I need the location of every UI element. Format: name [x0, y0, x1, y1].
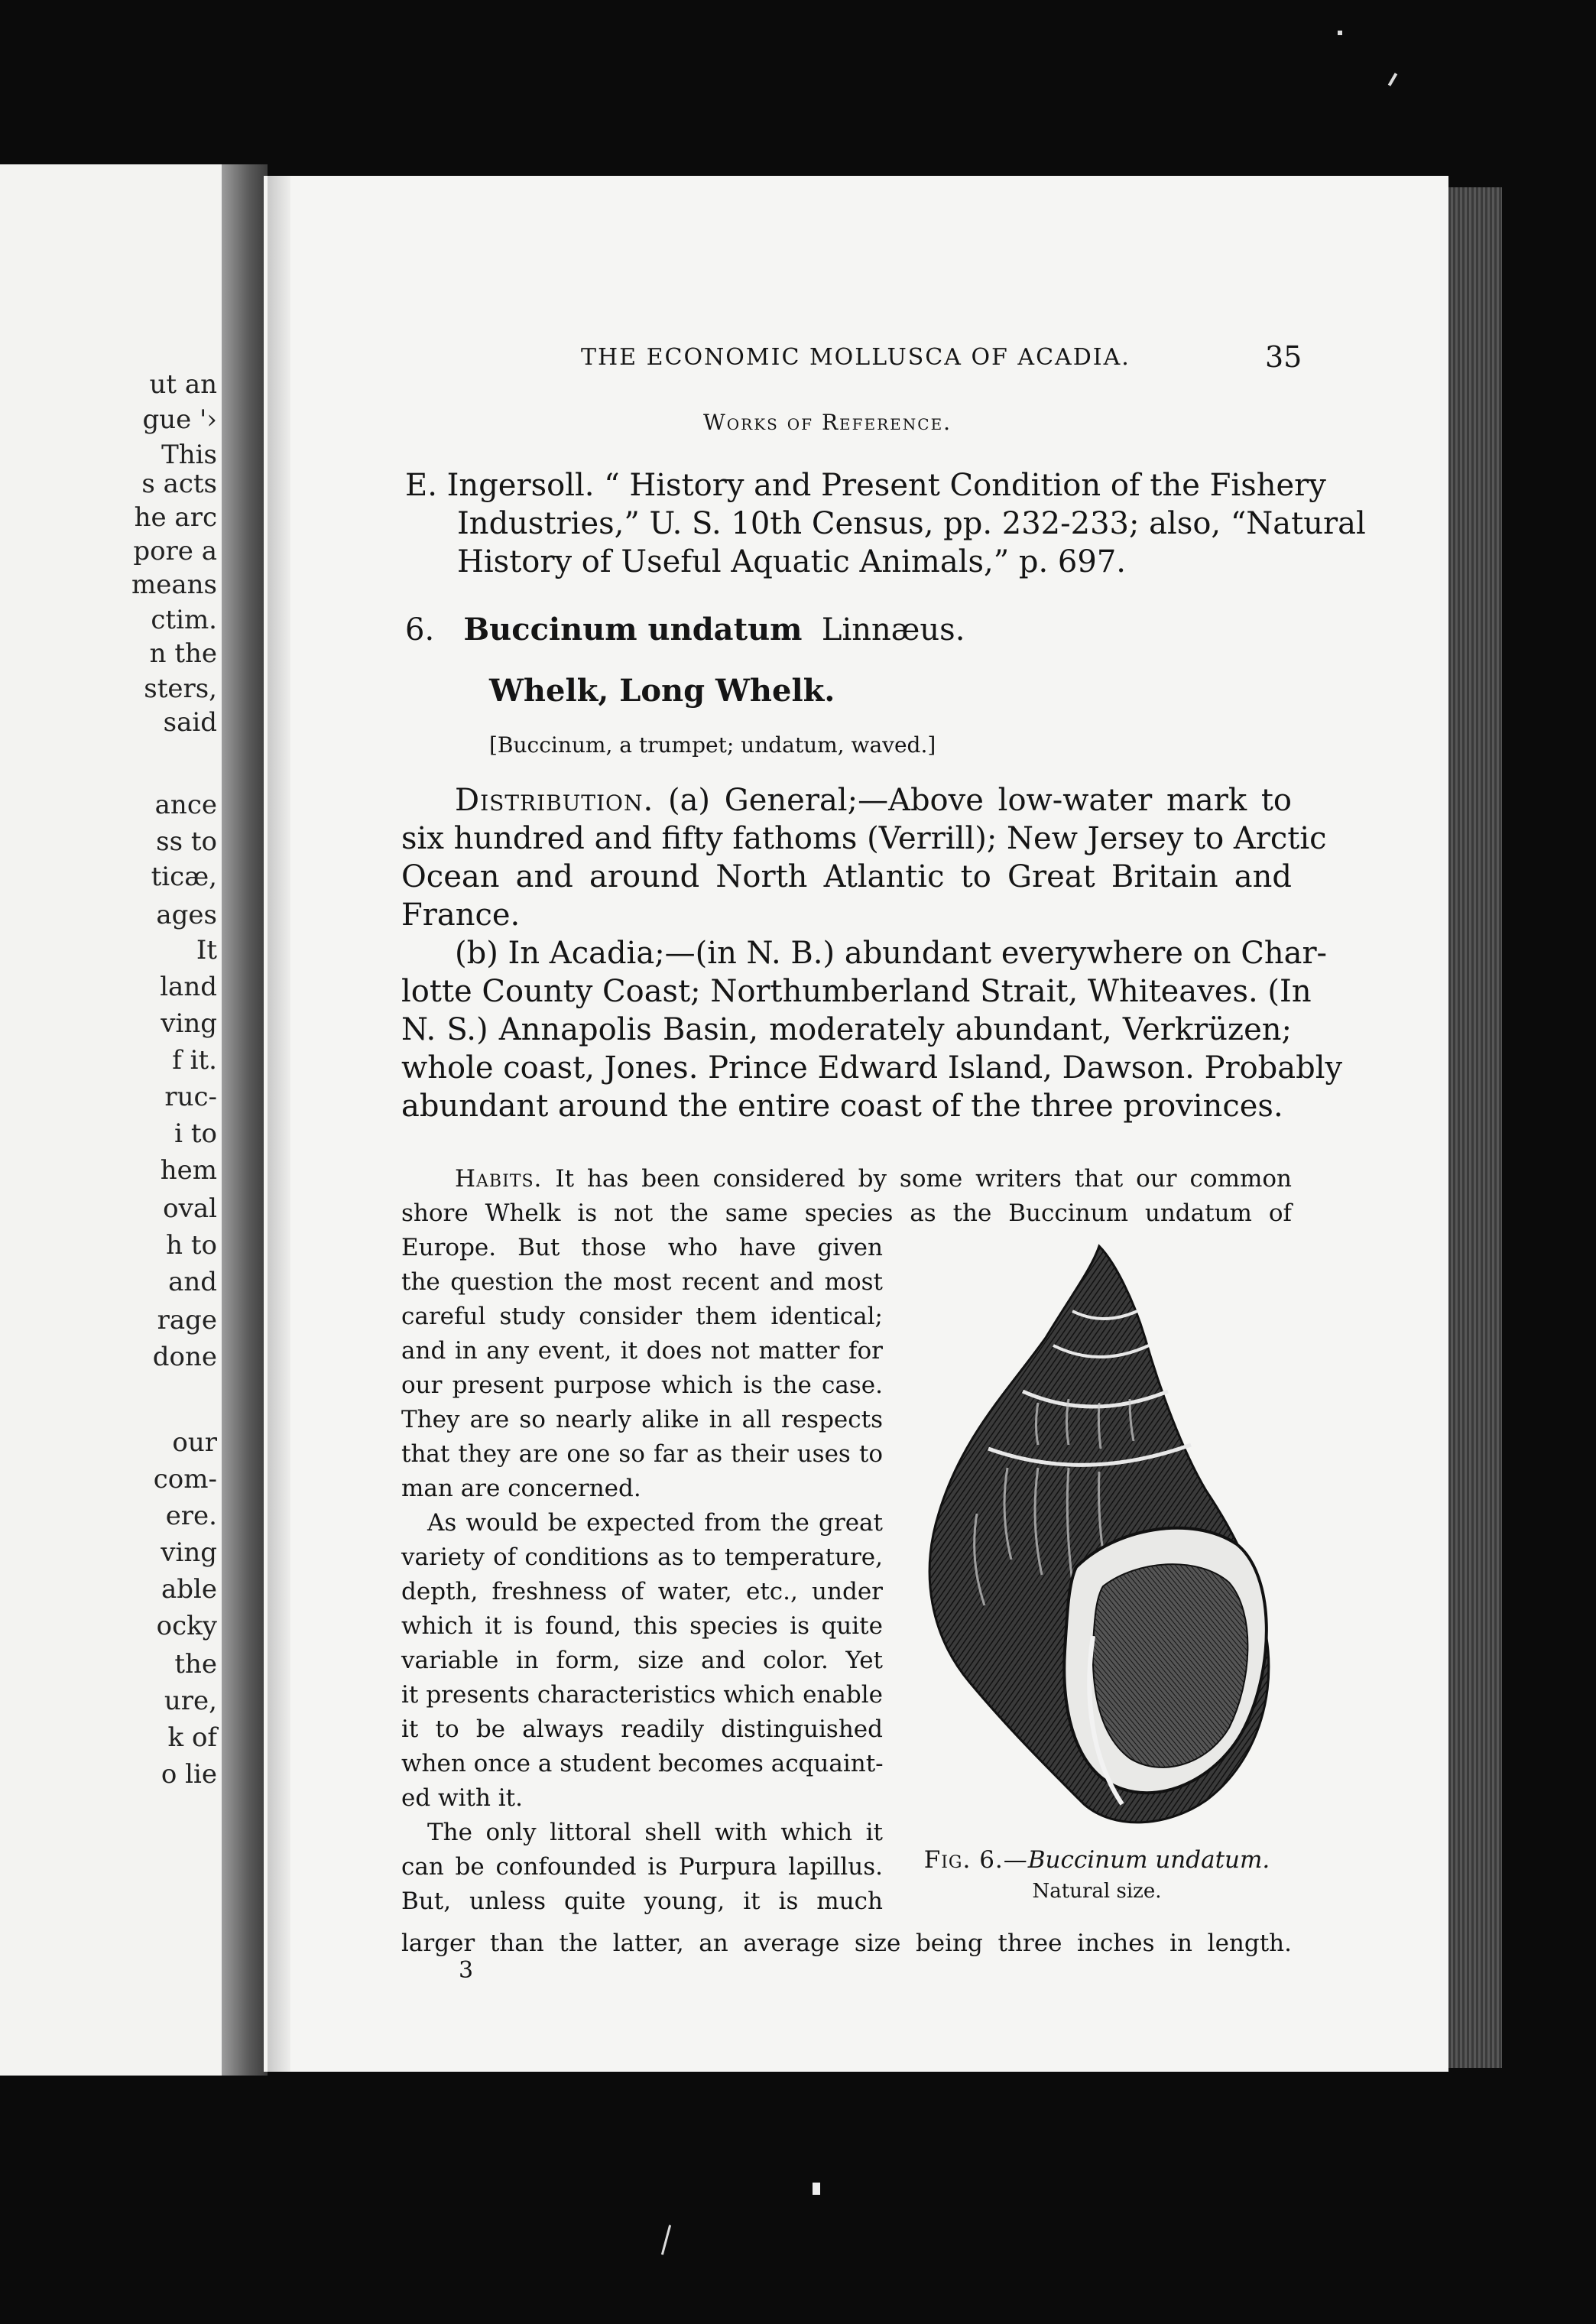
habits-line: The only littoral shell with which it	[427, 1819, 883, 1846]
left-page-text-fragment: he arc	[134, 502, 217, 533]
page-edges	[1448, 187, 1502, 2068]
left-page-text-fragment: and	[168, 1267, 217, 1297]
distribution-line: France.	[401, 897, 521, 933]
left-page-text-fragment: k of	[167, 1722, 217, 1753]
scan-speck	[661, 2225, 671, 2254]
scan-speck	[1388, 73, 1397, 86]
scan-speck	[1338, 31, 1342, 35]
left-page-text-fragment: n the	[149, 638, 217, 669]
left-page-text-fragment: f it.	[172, 1045, 217, 1076]
distribution-section	[401, 781, 1343, 1125]
left-page-text-fragment: land	[160, 972, 217, 1002]
whelk-shell-illustration	[916, 1238, 1283, 1835]
figure-scale-note: Natural size.	[1032, 1880, 1162, 1903]
distribution-line	[401, 781, 1292, 820]
left-page-text-fragment: This	[161, 440, 217, 470]
left-page-text-fragment: means	[131, 570, 217, 600]
distribution-line: abundant around the entire coast of the three provinces.	[401, 1089, 1283, 1124]
habits-line: it to be always readily distinguished	[401, 1715, 883, 1743]
left-page-text-fragment: oval	[163, 1193, 217, 1224]
left-page-text-fragment: hem	[160, 1155, 217, 1186]
habits-line: But, unless quite young, it is much	[401, 1887, 883, 1915]
left-page-text-fragment: gue '›	[142, 404, 217, 435]
distribution-line: Ocean and around North Atlantic to Great Britain and	[401, 859, 1292, 894]
habits-line: larger than the latter, an average size being three inches in length.	[401, 1930, 1292, 1957]
left-page-text-fragment: o lie	[161, 1759, 217, 1790]
left-page-text-fragment: ruc-	[164, 1082, 217, 1112]
left-page-text-fragment: our	[172, 1427, 217, 1458]
habits-line: As would be expected from the great	[427, 1509, 883, 1537]
works-of-reference-heading: Works of Reference.	[703, 410, 952, 435]
signature-mark: 3	[459, 1957, 474, 1984]
habits-line: careful study consider them identical;	[401, 1303, 883, 1330]
distribution-general-text: (a) General;—Above low-water mark to	[667, 783, 1293, 818]
left-page-text-fragment: It	[196, 935, 217, 966]
left-page-text-fragment: ut an	[149, 369, 217, 400]
left-page-text-fragment: done	[152, 1342, 217, 1372]
left-page-text-fragment: i to	[174, 1118, 217, 1149]
species-heading	[405, 612, 965, 648]
habits-line: variable in form, size and color. Yet	[401, 1647, 883, 1674]
scan-speck	[813, 2183, 820, 2195]
habits-line: when once a student becomes acquaint-	[401, 1750, 884, 1777]
species-name: Buccinum undatum	[463, 612, 803, 648]
left-page-text-fragment: ving	[161, 1008, 217, 1039]
shell-drawing	[916, 1238, 1283, 1835]
page-gutter-shadow	[268, 176, 290, 2072]
left-page-text-fragment: said	[163, 707, 217, 738]
left-page-text-fragment: pore a	[133, 536, 217, 566]
habits-line: variety of conditions as to temperature,	[401, 1543, 883, 1571]
distribution-line: whole coast, Jones. Prince Edward Island, Dawson. Probably	[401, 1050, 1343, 1086]
left-page-text-fragment: the	[174, 1649, 217, 1680]
left-page-text-fragment: ss to	[156, 826, 217, 857]
distribution-line: N. S.) Annapolis Basin, moderately abundant, Verkrüzen;	[401, 1012, 1292, 1047]
left-page-text-fragment: ving	[161, 1537, 217, 1568]
figure-caption	[902, 1846, 1292, 1903]
figure-species-name: Buccinum undatum.	[1027, 1846, 1270, 1874]
left-page	[0, 164, 222, 2076]
left-page-text-fragment: s acts	[141, 469, 217, 499]
habits-line: can be confounded is Purpura lapillus.	[401, 1853, 883, 1881]
left-page-text-fragment: able	[161, 1574, 217, 1605]
habits-line: depth, freshness of water, etc., under	[401, 1578, 883, 1605]
running-title: THE ECONOMIC MOLLUSCA OF ACADIA.	[581, 344, 1130, 371]
left-page-text-fragment: rage	[157, 1305, 217, 1336]
left-page-text-fragment: ctim.	[151, 605, 217, 635]
species-authority: Linnæus.	[821, 612, 965, 648]
habits-line: that they are one so far as their uses to	[401, 1440, 883, 1468]
figure-label: Fig. 6.—	[923, 1846, 1028, 1874]
page-number: 35	[1265, 340, 1302, 374]
distribution-line: (b) In Acadia;—(in N. B.) abundant everywhere on Char-	[455, 936, 1328, 971]
habits-column	[401, 1231, 883, 1919]
left-page-text-fragment: ticæ,	[151, 862, 217, 892]
reference-line: E. Ingersoll. “ History and Present Condition of the Fishery	[405, 468, 1326, 503]
left-page-text-fragment: sters,	[144, 674, 217, 704]
species-number: 6.	[405, 612, 435, 648]
left-page-text-fragment: com-	[153, 1464, 217, 1495]
habits-line: our present purpose which is the case.	[401, 1371, 883, 1399]
habits-line: it presents characteristics which enable	[401, 1681, 883, 1709]
habits-text: It has been considered by some writers that our common	[555, 1165, 1293, 1193]
distribution-label: Distribution.	[455, 783, 654, 818]
book-spine	[222, 164, 268, 2076]
left-page-text-fragment: h to	[166, 1230, 217, 1261]
left-page-text-fragment: ages	[156, 900, 217, 930]
reference-line: Industries,” U. S. 10th Census, pp. 232-233; also, “Natural	[457, 506, 1366, 541]
reference-entry	[405, 466, 1366, 581]
habits-line: ed with it.	[401, 1784, 523, 1812]
habits-line: the question the most recent and most	[401, 1268, 883, 1296]
habits-line: and in any event, it does not matter for	[401, 1337, 883, 1365]
common-name: Whelk, Long Whelk.	[489, 673, 835, 709]
habits-line: which it is found, this species is quite	[401, 1612, 883, 1640]
reference-line: History of Useful Aquatic Animals,” p. 697.	[457, 544, 1126, 579]
habits-last-line	[401, 1926, 1292, 1961]
habits-line: shore Whelk is not the same species as the Buccinum undatum of	[401, 1199, 1292, 1227]
habits-line: man are concerned.	[401, 1475, 641, 1502]
habits-line: Europe. But those who have given	[401, 1234, 883, 1261]
habits-section	[401, 1162, 1292, 1231]
habits-label: Habits.	[455, 1165, 543, 1193]
left-page-text-fragment: ure,	[164, 1686, 217, 1716]
left-page-text-fragment: ere.	[165, 1501, 217, 1531]
distribution-line: lotte County Coast; Northumberland Strait, Whiteaves. (In	[401, 974, 1312, 1009]
habits-line: They are so nearly alike in all respects	[401, 1406, 883, 1433]
etymology: [Buccinum, a trumpet; undatum, waved.]	[489, 732, 936, 758]
distribution-line: six hundred and fifty fathoms (Verrill); New Jersey to Arctic	[401, 821, 1327, 856]
left-page-text-fragment: ance	[154, 790, 217, 820]
habits-line	[401, 1162, 1292, 1196]
left-page-text-fragment: ocky	[156, 1611, 217, 1641]
